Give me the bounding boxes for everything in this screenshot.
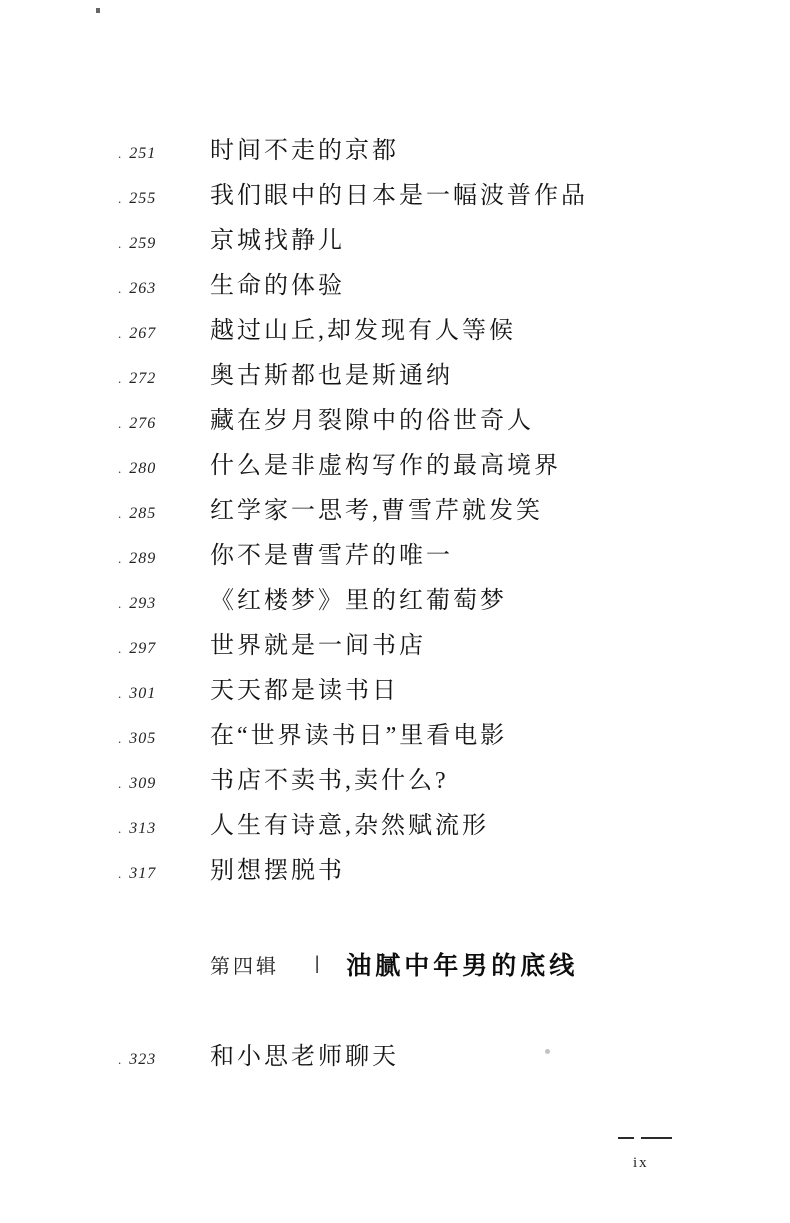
toc-page-number [118, 370, 210, 388]
leader-dot: . [118, 371, 123, 386]
toc-entry-title: 和小思老师聊天 [210, 1044, 399, 1070]
toc-entry [118, 272, 678, 300]
toc-entry [118, 1043, 678, 1071]
leader-dot: . [118, 146, 123, 161]
page-number-value: 280 [129, 460, 157, 477]
page-number-value: 309 [129, 775, 157, 792]
leader-dot: . [118, 326, 123, 341]
leader-dot: . [118, 866, 123, 881]
page-number-value: 305 [129, 730, 157, 747]
footer-rule-short [618, 1137, 634, 1139]
toc-entry [118, 452, 678, 480]
toc-entry-title: 天天都是读书日 [210, 678, 399, 704]
section-separator-bar: | [315, 953, 320, 974]
leader-dot: . [118, 191, 123, 206]
toc-entry-title: 别想摆脱书 [210, 858, 345, 884]
toc-entry [118, 497, 678, 525]
page-number-value: 251 [129, 145, 157, 162]
toc-page-number [118, 415, 210, 433]
section-header [210, 946, 578, 982]
leader-dot: . [118, 236, 123, 251]
toc-page-number [118, 685, 210, 703]
toc-entry [118, 317, 678, 345]
toc-entry [118, 587, 678, 615]
toc-entry-title: 在“世界读书日”里看电影 [210, 723, 508, 749]
footer-rule-long [641, 1137, 672, 1139]
page-number-value: 259 [129, 235, 157, 252]
toc-entry [118, 812, 678, 840]
toc-entry [118, 227, 678, 255]
toc-entry [118, 407, 678, 435]
toc-page-number [118, 235, 210, 253]
toc-page-number [118, 775, 210, 793]
toc-list [118, 137, 678, 902]
toc-entry-title: 京城找静儿 [210, 228, 345, 254]
toc-entry-title: 藏在岁月裂隙中的俗世奇人 [210, 408, 534, 434]
toc-page-number [118, 550, 210, 568]
page-number-value: 255 [129, 190, 157, 207]
section-label: 第四辑 [210, 955, 279, 978]
leader-dot: . [118, 776, 123, 791]
toc-page-number [118, 595, 210, 613]
leader-dot: . [118, 821, 123, 836]
toc-page-number [118, 505, 210, 523]
page-number-value: 276 [129, 415, 157, 432]
toc-page-number [118, 640, 210, 658]
page-number-value: 313 [129, 820, 157, 837]
toc-page-number [118, 730, 210, 748]
page-number-value: 272 [129, 370, 157, 387]
toc-entry-title: 奥古斯都也是斯通纳 [210, 363, 453, 389]
leader-dot: . [118, 461, 123, 476]
toc-entry-title: 人生有诗意,杂然赋流形 [210, 813, 489, 839]
page-number-value: 285 [129, 505, 157, 522]
toc-page-number [118, 190, 210, 208]
toc-entry-title: 我们眼中的日本是一幅波普作品 [210, 183, 588, 209]
toc-entry [118, 767, 678, 795]
toc-entry [118, 632, 678, 660]
leader-dot: . [118, 731, 123, 746]
toc-entry-title: 书店不卖书,卖什么? [210, 768, 449, 794]
page-number-value: 267 [129, 325, 157, 342]
leader-dot: . [118, 506, 123, 521]
leader-dot: . [118, 416, 123, 431]
toc-page-number [118, 460, 210, 478]
toc-entry [118, 542, 678, 570]
folio-page-number: ix [633, 1155, 649, 1171]
toc-page-number [118, 325, 210, 343]
toc-page-number [118, 145, 210, 163]
toc-entry-title: 《红楼梦》里的红葡萄梦 [210, 588, 507, 614]
leader-dot: . [118, 1052, 123, 1067]
toc-page-number [118, 1051, 210, 1069]
leader-dot: . [118, 641, 123, 656]
page-number-value: 301 [129, 685, 157, 702]
toc-entry-title: 你不是曹雪芹的唯一 [210, 543, 453, 569]
leader-dot: . [118, 686, 123, 701]
toc-page-number [118, 865, 210, 883]
toc-entry [118, 857, 678, 885]
toc-entry [118, 362, 678, 390]
toc-list-after-section [118, 1043, 678, 1071]
toc-entry-title: 红学家一思考,曹雪芹就发笑 [210, 498, 543, 524]
page-number-value: 289 [129, 550, 157, 567]
toc-page-number [118, 820, 210, 838]
toc-entry-title: 什么是非虚构写作的最高境界 [210, 453, 561, 479]
toc-entry-title: 世界就是一间书店 [210, 633, 426, 659]
toc-entry [118, 722, 678, 750]
page-number-value: 297 [129, 640, 157, 657]
leader-dot: . [118, 551, 123, 566]
toc-entry-title: 生命的体验 [210, 273, 345, 299]
toc-entry [118, 182, 678, 210]
page-number-value: 293 [129, 595, 157, 612]
page-number-value: 317 [129, 865, 157, 882]
toc-page-number [118, 280, 210, 298]
leader-dot: . [118, 596, 123, 611]
page-number-value: 323 [129, 1051, 157, 1068]
toc-entry [118, 137, 678, 165]
page-number-value: 263 [129, 280, 157, 297]
toc-entry-title: 时间不走的京都 [210, 138, 399, 164]
toc-entry [118, 677, 678, 705]
scan-speck [96, 8, 100, 13]
section-title: 油腻中年男的底线 [346, 952, 579, 980]
leader-dot: . [118, 281, 123, 296]
toc-entry-title: 越过山丘,却发现有人等候 [210, 318, 516, 344]
